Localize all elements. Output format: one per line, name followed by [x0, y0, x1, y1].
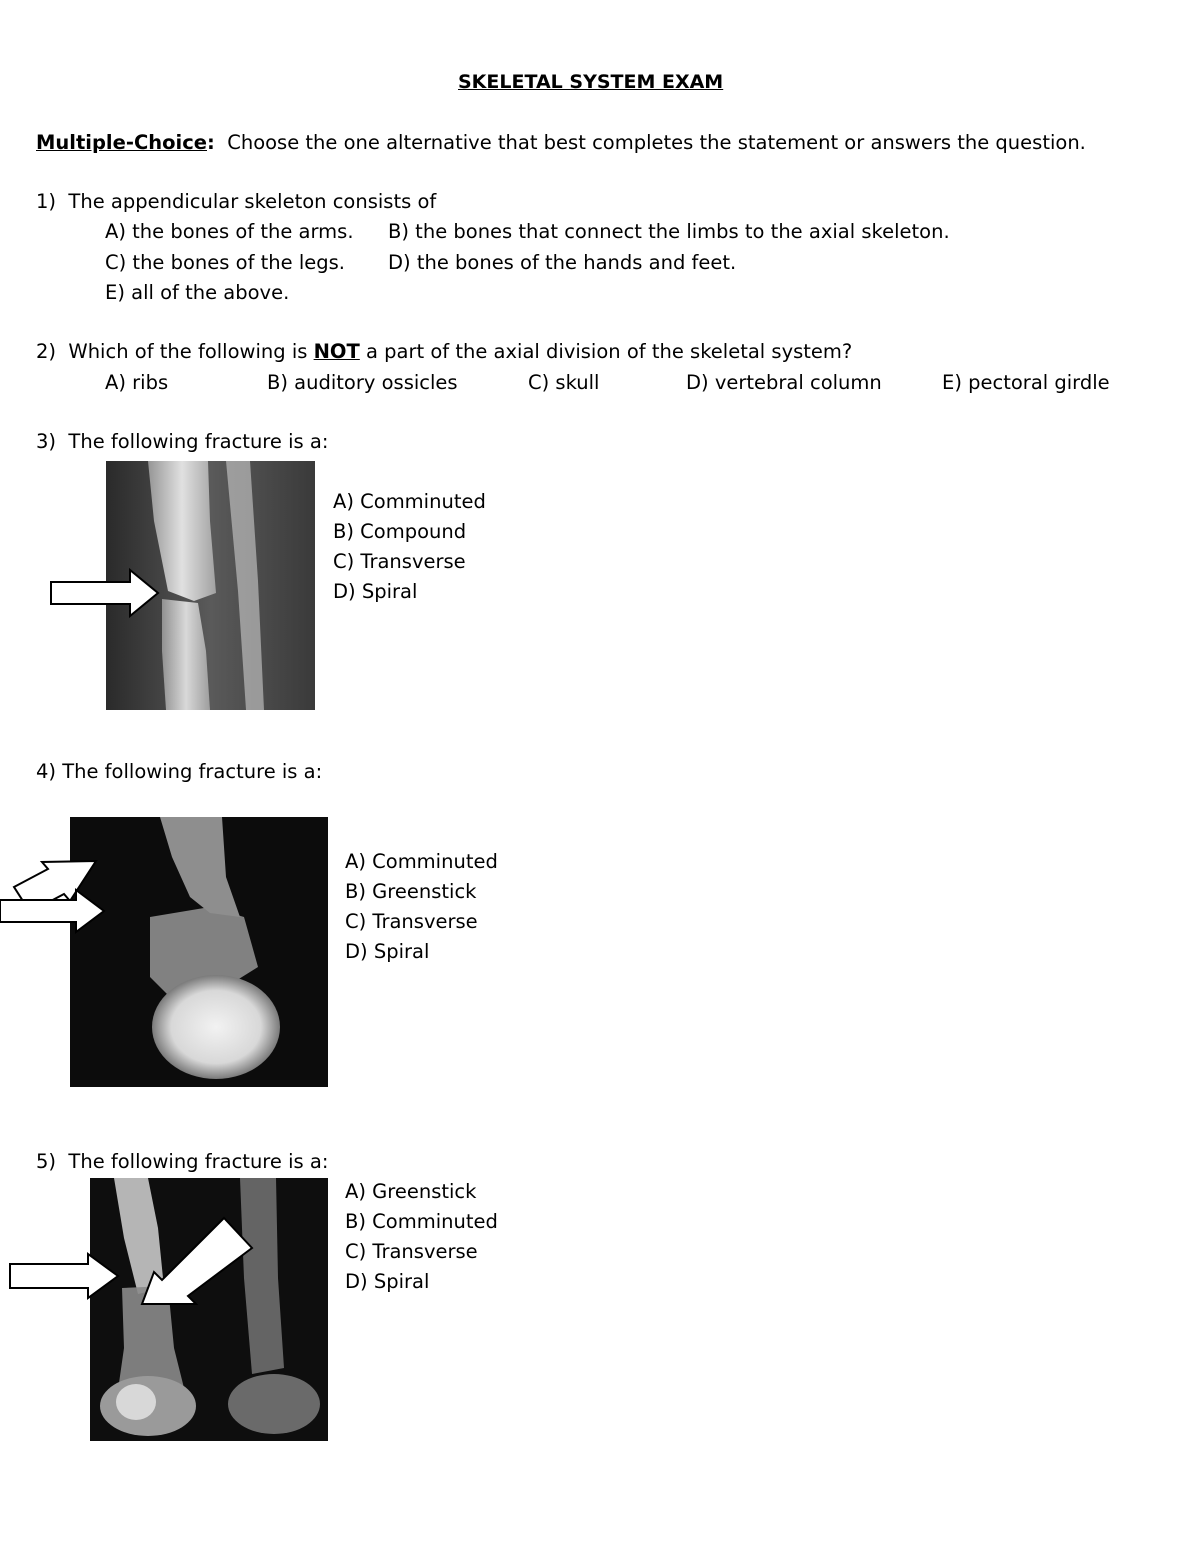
q3-option-b: B) Compound — [333, 520, 467, 543]
question-4-text: The following fracture is a: — [62, 760, 323, 783]
q5-right-knee — [228, 1374, 320, 1434]
q2-option-c: C) skull — [528, 371, 600, 394]
q2-option-e: E) pectoral girdle — [942, 371, 1110, 394]
q4-xray-image — [0, 817, 330, 1089]
q4-option-d: D) Spiral — [345, 940, 430, 963]
q3-xray-image — [50, 461, 316, 711]
q5-option-d: D) Spiral — [345, 1270, 430, 1293]
q1-option-a: A) the bones of the arms. — [105, 220, 354, 243]
question-5-number: 5) — [36, 1150, 57, 1173]
q4-option-a: A) Comminuted — [345, 850, 498, 873]
question-1-number: 1) — [36, 190, 57, 213]
question-5-stem — [36, 1152, 328, 1172]
q5-option-a: A) Greenstick — [345, 1180, 477, 1203]
question-1-stem — [36, 192, 436, 212]
instructions-colon: : — [207, 131, 215, 154]
q3-option-d: D) Spiral — [333, 580, 418, 603]
question-2-emphasis: NOT — [313, 340, 360, 363]
q5-xray-image — [8, 1178, 330, 1442]
q1-option-c: C) the bones of the legs. — [105, 251, 345, 274]
question-3-number: 3) — [36, 430, 57, 453]
instructions — [36, 133, 1086, 153]
instructions-label: Multiple-Choice — [36, 131, 207, 154]
instructions-text: Choose the one alternative that best completes the statement or answers the question. — [227, 131, 1086, 154]
q4-option-c: C) Transverse — [345, 910, 478, 933]
q4-knee-joint — [152, 975, 280, 1079]
q3-option-a: A) Comminuted — [333, 490, 486, 513]
q2-option-b: B) auditory ossicles — [267, 371, 458, 394]
question-2-text-after: a part of the axial division of the skeletal system? — [366, 340, 853, 363]
q1-option-d: D) the bones of the hands and feet. — [388, 251, 737, 274]
question-5-text: The following fracture is a: — [68, 1150, 329, 1173]
question-2-text-before: Which of the following is — [68, 340, 308, 363]
q3-option-c: C) Transverse — [333, 550, 466, 573]
question-2-number: 2) — [36, 340, 57, 363]
question-4-stem — [36, 762, 322, 782]
q5-option-b: B) Comminuted — [345, 1210, 498, 1233]
q5-option-c: C) Transverse — [345, 1240, 478, 1263]
q2-option-a: A) ribs — [105, 371, 169, 394]
q2-option-d: D) vertebral column — [686, 371, 882, 394]
q4-option-b: B) Greenstick — [345, 880, 477, 903]
q1-option-e: E) all of the above. — [105, 281, 290, 304]
q5-left-patella — [116, 1384, 156, 1420]
question-2-stem — [36, 342, 852, 362]
question-3-text: The following fracture is a: — [68, 430, 329, 453]
question-1-text: The appendicular skeleton consists of — [68, 190, 437, 213]
page-title: SKELETAL SYSTEM EXAM — [458, 71, 724, 93]
question-4-number: 4) — [36, 760, 57, 783]
q1-option-b: B) the bones that connect the limbs to the axial skeleton. — [388, 220, 950, 243]
question-3-stem — [36, 432, 328, 452]
